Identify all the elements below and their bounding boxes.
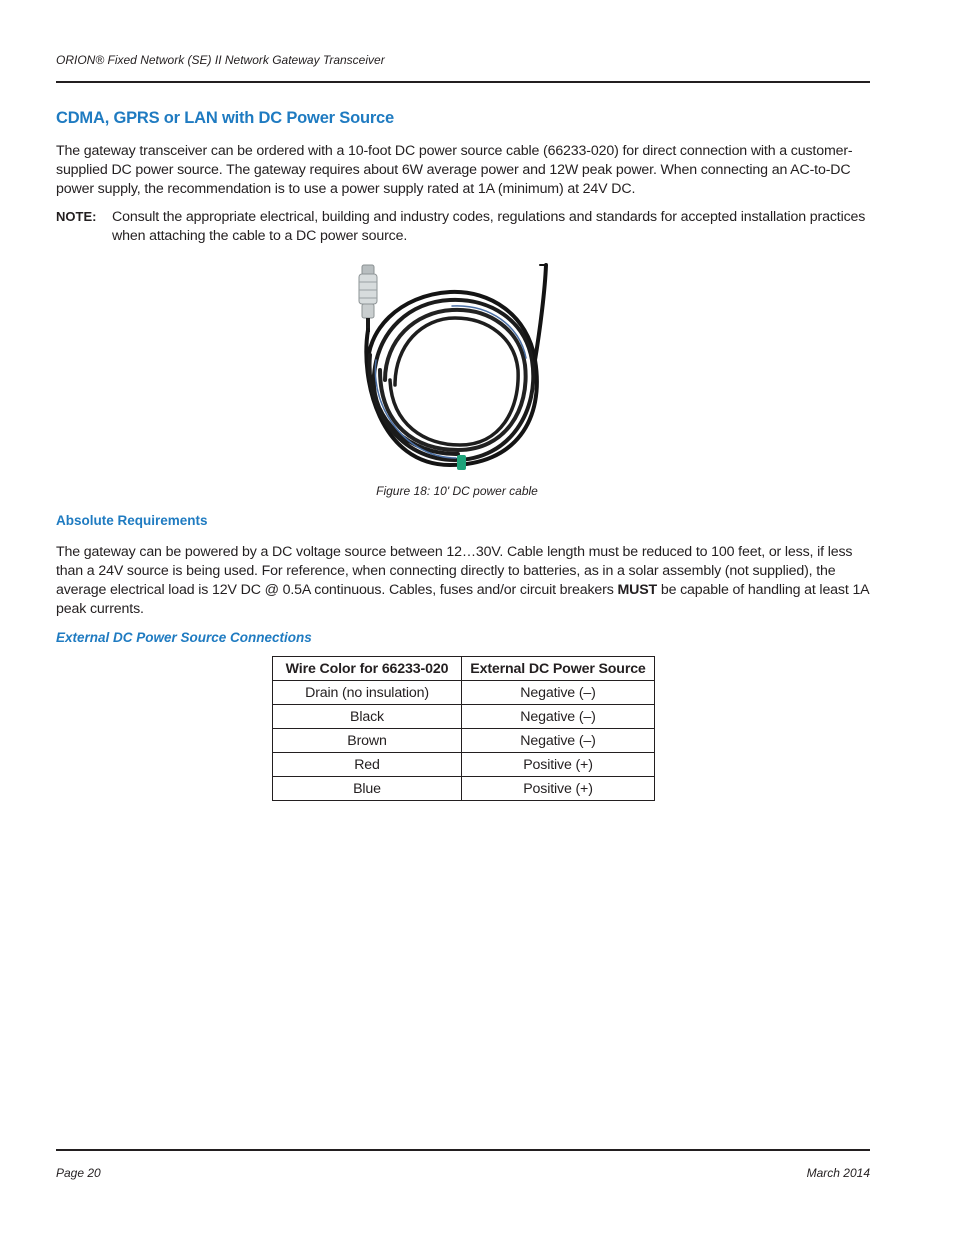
requirements-text-end: be capable of handling at least 1A peak currents. bbox=[56, 582, 869, 617]
absolute-requirements-paragraph bbox=[56, 543, 876, 619]
table-header-row bbox=[273, 657, 655, 681]
figure-caption: Figure 18: 10' DC power cable bbox=[376, 484, 538, 498]
wire-color-cell: Red bbox=[273, 753, 462, 777]
table-row bbox=[273, 753, 655, 777]
note-text: Consult the appropriate electrical, building and industry codes, regulations and standards for accepted installation practices when attaching the cable to a DC power source. bbox=[112, 209, 866, 244]
header-rule bbox=[56, 81, 870, 83]
wire-color-cell: Drain (no insulation) bbox=[273, 681, 462, 705]
footer-rule bbox=[56, 1149, 870, 1151]
wire-color-cell: Blue bbox=[273, 777, 462, 801]
absolute-requirements-heading: Absolute Requirements bbox=[56, 513, 208, 528]
connector-plug bbox=[359, 265, 377, 332]
column-header-dc-source: External DC Power Source bbox=[462, 657, 655, 681]
running-header: ORION® Fixed Network (SE) II Network Gateway Transceiver bbox=[56, 53, 385, 67]
requirements-text-start: The gateway can be powered by a DC voltage source between 12…30V. Cable length must be reduced to 100 feet, or less, if less than a 24V source is being used. For reference, when connecting directly to batteries, as in a solar assembly (not supplied), the average electrical load is 12V DC @ 0.5A continuous. Cables, fuses and/or circuit breakers bbox=[56, 544, 853, 598]
cable-tie bbox=[457, 455, 466, 470]
column-header-wire-color: Wire Color for 66233-020 bbox=[273, 657, 462, 681]
connections-heading: External DC Power Source Connections bbox=[56, 630, 312, 645]
dc-power-cable-photo bbox=[340, 260, 570, 475]
wire-color-cell: Black bbox=[273, 705, 462, 729]
section-heading: CDMA, GPRS or LAN with DC Power Source bbox=[56, 109, 395, 127]
page-number: Page 20 bbox=[56, 1166, 101, 1180]
requirements-emphasis: MUST bbox=[617, 582, 658, 598]
dc-source-cell: Negative (–) bbox=[462, 729, 655, 753]
dc-source-cell: Negative (–) bbox=[462, 705, 655, 729]
cable-coil bbox=[366, 265, 546, 465]
intro-paragraph: The gateway transceiver can be ordered with a 10-foot DC power source cable (66233-020) for direct connection with a customer-supplied DC power source. The gateway requires about 6W average power and 12W peak power. When connecting an AC-to-DC power supply, the recommendation is to use a power supply rated at 1A (minimum) at 24V DC. bbox=[56, 143, 853, 197]
table-row bbox=[273, 705, 655, 729]
publication-date: March 2014 bbox=[806, 1166, 870, 1180]
wire-color-cell: Brown bbox=[273, 729, 462, 753]
note-label: NOTE: bbox=[56, 209, 97, 224]
table-row bbox=[273, 729, 655, 753]
dc-source-cell: Positive (+) bbox=[462, 753, 655, 777]
dc-source-cell: Positive (+) bbox=[462, 777, 655, 801]
wire-connections-table bbox=[272, 656, 655, 801]
table-row bbox=[273, 777, 655, 801]
table-row bbox=[273, 681, 655, 705]
dc-source-cell: Negative (–) bbox=[462, 681, 655, 705]
